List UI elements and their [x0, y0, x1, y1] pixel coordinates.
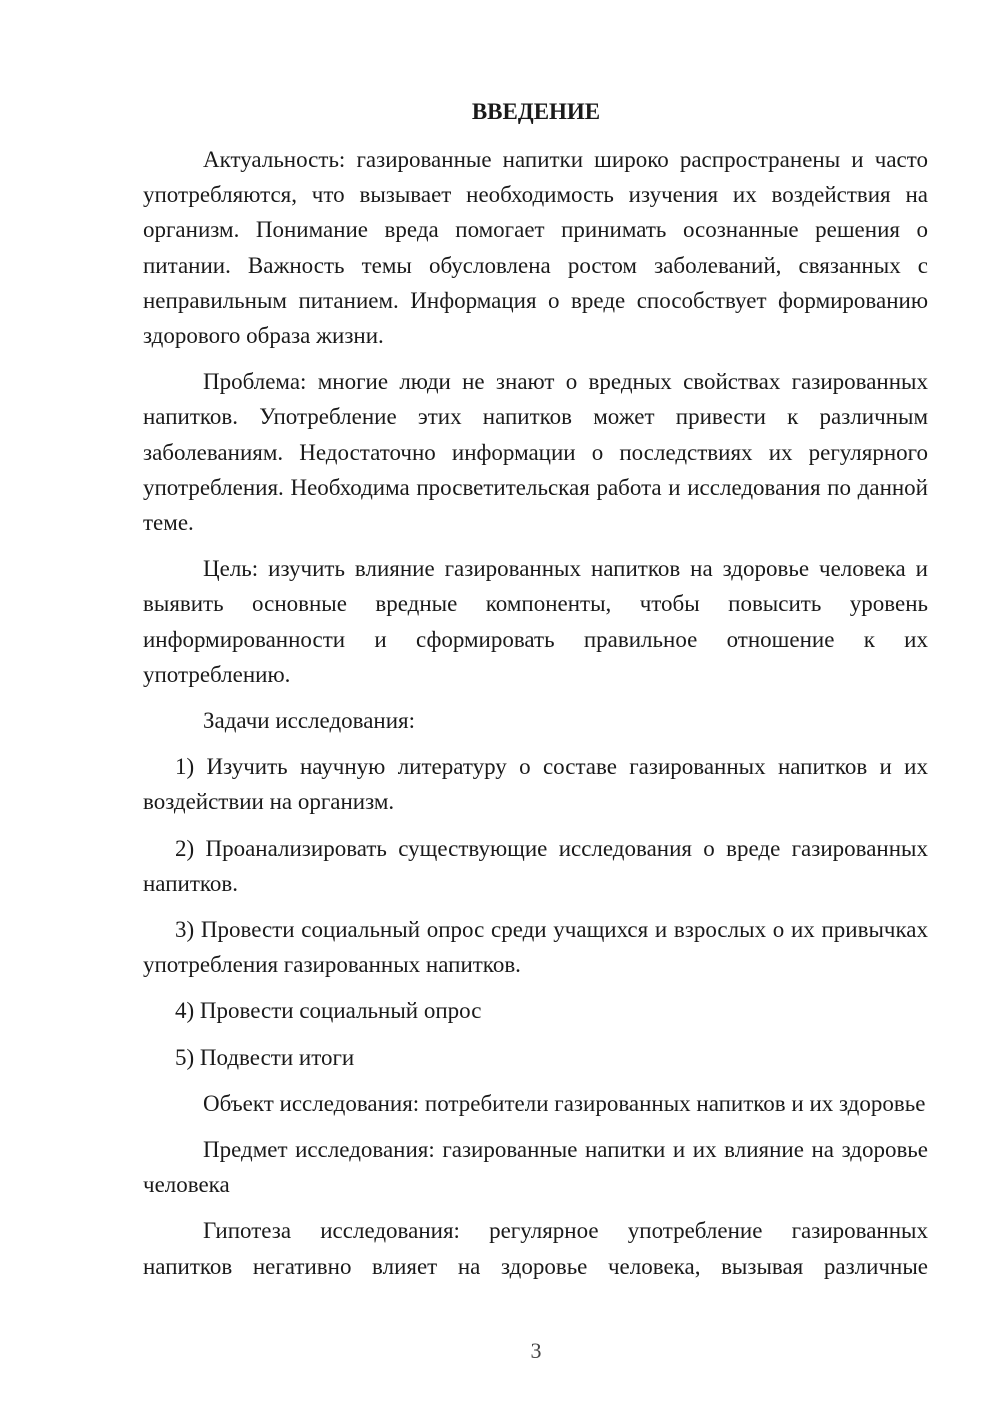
task-item-2: 2) Проанализировать существующие исследования о вреде газированных напитков.	[143, 835, 928, 896]
page-number: 3	[530, 1338, 542, 1363]
task-item-1: 1) Изучить научную литературу о составе газированных напитков и их воздействии на организм.	[143, 754, 928, 815]
document-body	[143, 142, 928, 1284]
paragraph-object: Объект исследования: потребители газированных напитков и их здоровье	[203, 1090, 926, 1116]
task-item-4: 4) Провести социальный опрос	[175, 998, 482, 1024]
tasks-heading: Задачи исследования:	[203, 708, 416, 734]
paragraph-goal: Цель: изучить влияние газированных напитков на здоровье человека и выявить основные вредные компоненты, чтобы повысить уровень информированности и сформировать правильное отношение к их употреблению.	[143, 556, 928, 687]
task-item-3: 3) Провести социальный опрос среди учащихся и взрослых о их привычках употребления газированных напитков.	[143, 917, 928, 978]
task-item-5: 5) Подвести итоги	[175, 1044, 355, 1070]
paragraph-subject: Предмет исследования: газированные напитки и их влияние на здоровье человека	[143, 1137, 928, 1198]
paragraph-hypothesis: Гипотеза исследования: регулярное употребление газированных напитков негативно влияет на здоровье человека, вызывая различные	[143, 1218, 928, 1279]
page-title: ВВЕДЕНИЕ	[471, 99, 601, 124]
paragraph-relevance: Актуальность: газированные напитки широко распространены и часто употребляются, что вызывает необходимость изучения их воздействия на организм. Понимание вреда помогает принимать осознанные решения о питании. Важность темы обусловлена ростом заболеваний, связанных с неправильным питанием. Информация о вреде способствует формированию здорового образа жизни.	[143, 147, 928, 349]
paragraph-problem: Проблема: многие люди не знают о вредных свойствах газированных напитков. Употребление этих напитков может привести к различным заболеваниям. Недостаточно информации о последствиях их регулярного употребления. Необходима просветительская работа и исследования по данной теме.	[143, 369, 928, 536]
